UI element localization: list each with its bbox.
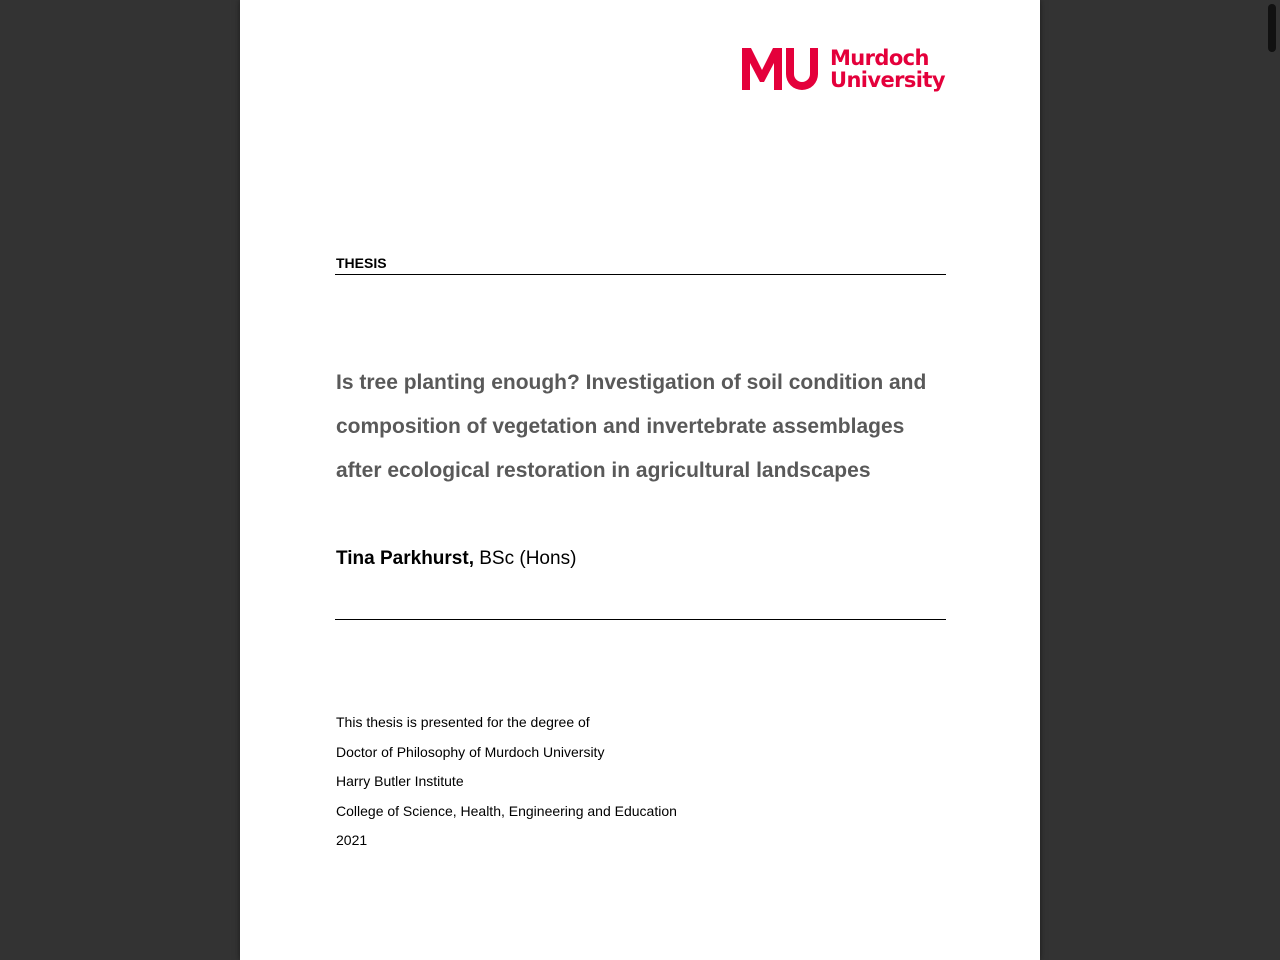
logo-wordmark: [830, 47, 945, 91]
logo-wordmark-line1: Murdoch: [830, 46, 929, 70]
author-credentials: BSc (Hons): [473, 548, 577, 569]
section-label: THESIS: [336, 255, 387, 271]
bottom-divider: [335, 619, 946, 620]
author-line: [336, 548, 576, 570]
logo-wordmark-line2: University: [830, 68, 945, 92]
degree-info: [336, 711, 677, 859]
author-name: Tina Parkhurst,: [336, 548, 474, 569]
degree-line: Doctor of Philosophy of Murdoch University: [336, 743, 605, 760]
thesis-title: Is tree planting enough? Investigation of soil condition and composition of vegetation and invertebrate assemblages after ecological restoration in agricultural landscapes: [336, 371, 927, 482]
mu-logo-mark: [742, 48, 822, 90]
degree-line: College of Science, Health, Engineering and Education: [336, 802, 677, 819]
top-divider: [335, 274, 946, 275]
degree-line: 2021: [336, 832, 368, 848]
university-logo: [742, 45, 945, 93]
document-page: [240, 0, 1040, 960]
vertical-scrollbar[interactable]: [1268, 4, 1276, 52]
degree-line: Harry Butler Institute: [336, 773, 464, 789]
degree-line: This thesis is presented for the degree of: [336, 714, 590, 730]
